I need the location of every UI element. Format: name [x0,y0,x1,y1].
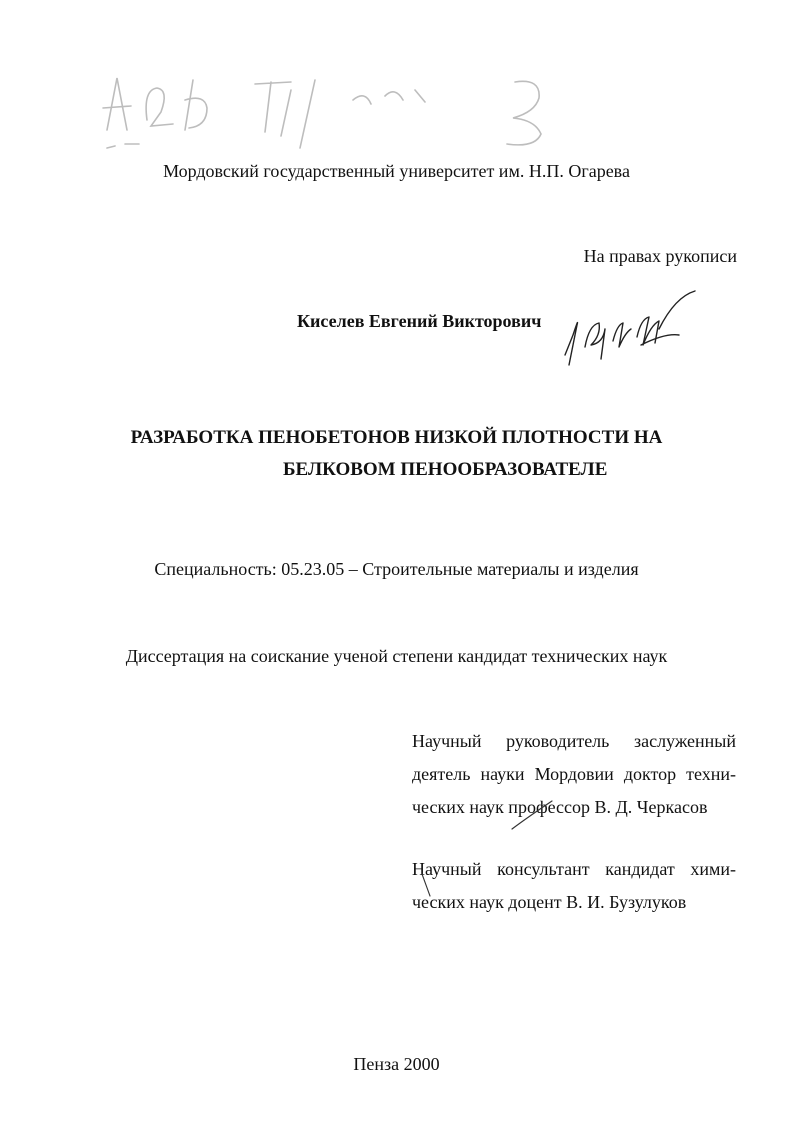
place-and-year: Пенза 2000 [353,1054,440,1074]
supervisor-line-3: ческих наук профессор В. Д. Черкасов [412,797,708,817]
scientific-consultant [412,853,736,919]
archive-number-scribble-icon [95,60,565,150]
rights-notice: На правах рукописи [583,246,737,266]
dissertation-title-line-1: РАЗРАБОТКА ПЕНОБЕТОНОВ НИЗКОЙ ПЛОТНОСТИ НА [130,427,663,448]
signature-icon [555,285,700,370]
dissertation-degree: Диссертация на соискание ученой степени кандидат технических наук [125,646,668,666]
author-name: Киселев Евгений Викторович [297,311,542,331]
university-name: Мордовский государственный университет им. Н.П. Огарева [163,161,630,181]
supervisor-line-2: деятель науки Мордовии доктор техни- [412,764,736,784]
supervisor-line-1: Научный руководитель заслуженный [412,731,736,751]
scientific-supervisor [412,725,736,824]
dissertation-title-line-2: БЕЛКОВОМ ПЕНООБРАЗОВАТЕЛЕ [283,459,608,480]
consultant-line-2: ческих наук доцент В. И. Бузулуков [412,892,687,912]
specialty: Специальность: 05.23.05 – Строительные материалы и изделия [154,559,639,579]
consultant-line-1: Научный консультант кандидат хими- [412,859,736,879]
